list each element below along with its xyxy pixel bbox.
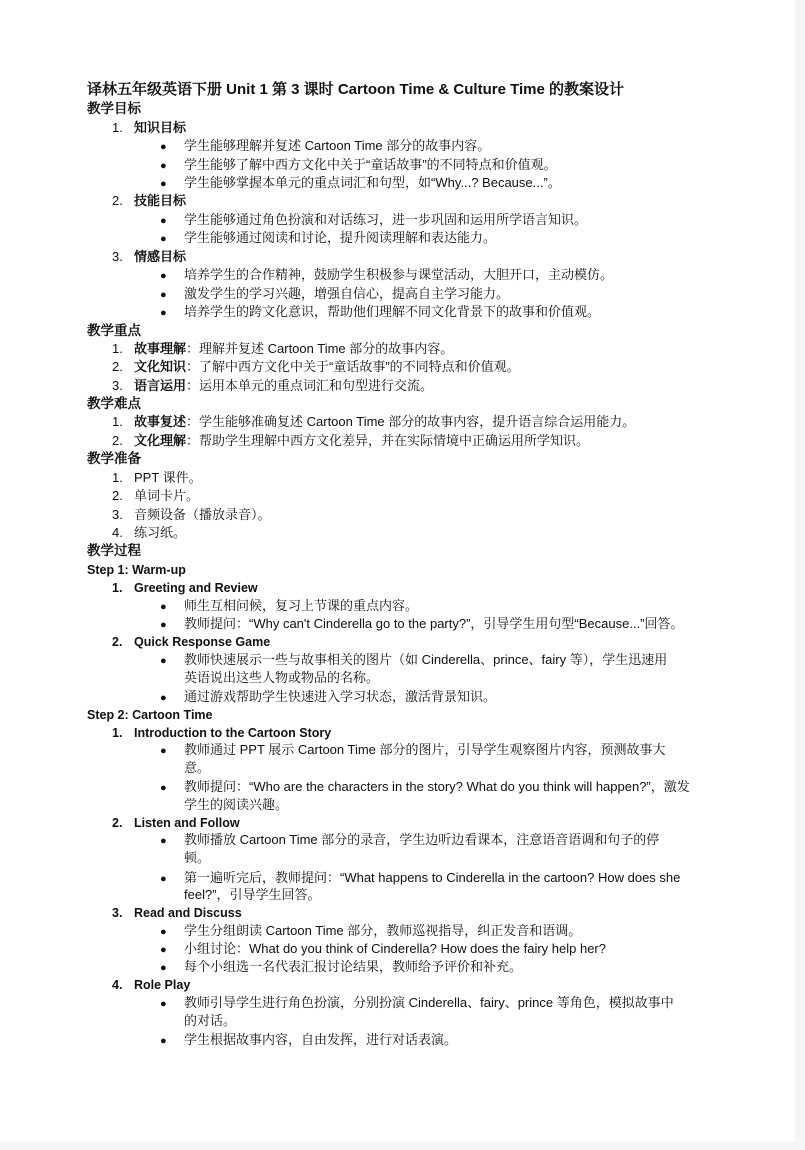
list-item: ● 教师提问：“Who are the characters in the story? What do you think will happen?”，激发	[160, 778, 690, 797]
list-item-continuation: 意。	[184, 760, 211, 775]
list-item: ● 培养学生的跨文化意识，帮助他们理解不同文化背景下的故事和价值观。	[160, 303, 600, 322]
objective-group-emotion: 3. 情感目标	[112, 249, 187, 264]
list-item: ● 小组讨论：What do you think of Cinderella? How does the fairy help her?	[160, 940, 606, 959]
step-2-sub-4: 4. Role Play	[112, 978, 191, 992]
bullet-icon: ●	[160, 1035, 167, 1047]
section-heading-difficulties: 教学难点	[87, 396, 141, 411]
list-item-continuation: 的对话。	[184, 1013, 237, 1028]
bullet-icon: ●	[160, 215, 167, 227]
bullet-icon: ●	[160, 289, 167, 301]
list-item: ● 第一遍听完后，教师提问：“What happens to Cinderella in the cartoon? How does she	[160, 869, 680, 888]
list-item: 2. 单词卡片。	[112, 488, 200, 503]
list-item: ● 学生能够掌握本单元的重点词汇和句型，如“Why...? Because...”。	[160, 174, 561, 193]
list-item-continuation: 英语说出这些人物或物品的名称。	[184, 670, 380, 685]
bullet-icon: ●	[160, 160, 167, 172]
list-item: ● 学生分组朗读 Cartoon Time 部分，教师巡视指导，纠正发音和语调。	[160, 922, 581, 941]
list-item: ● 激发学生的学习兴趣，增强自信心，提高自主学习能力。	[160, 285, 509, 304]
bullet-icon: ●	[160, 307, 167, 319]
bullet-icon: ●	[160, 655, 167, 667]
bullet-icon: ●	[160, 873, 167, 885]
objective-group-skills: 2. 技能目标	[112, 193, 187, 208]
step-1-sub-1: 1. Greeting and Review	[112, 581, 258, 595]
list-item: ● 教师播放 Cartoon Time 部分的录音，学生边听边看课本，注意语音语调和句子的停	[160, 831, 659, 850]
list-item: ● 学生根据故事内容，自由发挥，进行对话表演。	[160, 1031, 457, 1050]
list-item: 1. 故事理解：理解并复述 Cartoon Time 部分的故事内容。	[112, 341, 454, 356]
step-2-sub-2: 2. Listen and Follow	[112, 816, 240, 830]
list-item: 2. 文化知识：了解中西方文化中关于“童话故事”的不同特点和价值观。	[112, 359, 520, 374]
section-heading-key-points: 教学重点	[87, 323, 141, 338]
bullet-icon: ●	[160, 141, 167, 153]
list-item: ● 学生能够通过阅读和讨论，提升阅读理解和表达能力。	[160, 229, 496, 248]
bullet-icon: ●	[160, 835, 167, 847]
list-item: 4. 练习纸。	[112, 525, 187, 540]
step-2-sub-1: 1. Introduction to the Cartoon Story	[112, 726, 332, 740]
bullet-icon: ●	[160, 926, 167, 938]
bullet-icon: ●	[160, 998, 167, 1010]
list-item: ● 学生能够通过角色扮演和对话练习，进一步巩固和运用所学语言知识。	[160, 211, 587, 230]
list-item: ● 教师引导学生进行角色扮演，分别扮演 Cinderella、fairy、prince 等角色，模拟故事中	[160, 994, 674, 1013]
list-item: ● 通过游戏帮助学生快速进入学习状态，激活背景知识。	[160, 688, 496, 707]
list-item-continuation: feel?”，引导学生回答。	[184, 887, 321, 902]
step-2-sub-3: 3. Read and Discuss	[112, 906, 242, 920]
step-1-title: Step 1: Warm-up	[87, 563, 186, 577]
list-item: 3. 语言运用：运用本单元的重点词汇和句型进行交流。	[112, 378, 434, 393]
section-heading-objectives: 教学目标	[87, 101, 141, 116]
bullet-icon: ●	[160, 270, 167, 282]
bullet-icon: ●	[160, 962, 167, 974]
list-item: ● 教师快速展示一些与故事相关的图片（如 Cinderella、prince、fairy 等），学生迅速用	[160, 651, 667, 670]
list-item: ● 每个小组选一名代表汇报讨论结果，教师给予评价和补充。	[160, 958, 522, 977]
list-item: ● 师生互相问候，复习上节课的重点内容。	[160, 597, 418, 616]
step-2-title: Step 2: Cartoon Time	[87, 708, 213, 722]
objective-group-knowledge: 1. 知识目标	[112, 120, 187, 135]
list-item: ● 学生能够理解并复述 Cartoon Time 部分的故事内容。	[160, 137, 490, 156]
bullet-icon: ●	[160, 692, 167, 704]
step-1-sub-2: 2. Quick Response Game	[112, 635, 271, 649]
bullet-icon: ●	[160, 178, 167, 190]
document-title: 译林五年级英语下册 Unit 1 第 3 课时 Cartoon Time & Culture Time 的教案设计	[87, 81, 624, 98]
list-item-continuation: 顿。	[184, 850, 211, 865]
list-item: ● 学生能够了解中西方文化中关于“童话故事”的不同特点和价值观。	[160, 156, 557, 175]
list-item: ● 培养学生的合作精神，鼓励学生积极参与课堂活动，大胆开口，主动模仿。	[160, 266, 613, 285]
section-heading-process: 教学过程	[87, 543, 141, 558]
list-item: ● 教师提问：“Why can't Cinderella go to the party?”，引导学生用句型“Because...”回答。	[160, 615, 684, 634]
bullet-icon: ●	[160, 745, 167, 757]
section-heading-preparation: 教学准备	[87, 451, 141, 466]
list-item: 1. 故事复述：学生能够准确复述 Cartoon Time 部分的故事内容，提升语言综合运用能力。	[112, 414, 636, 429]
bullet-icon: ●	[160, 944, 167, 956]
list-item: 1. PPT 课件。	[112, 470, 202, 485]
bullet-icon: ●	[160, 233, 167, 245]
list-item: 3. 音频设备（播放录音）。	[112, 507, 271, 522]
list-item-continuation: 学生的阅读兴趣。	[184, 797, 289, 812]
list-item: ● 教师通过 PPT 展示 Cartoon Time 部分的图片，引导学生观察图片内容，预测故事大	[160, 741, 666, 760]
bullet-icon: ●	[160, 601, 167, 613]
bullet-icon: ●	[160, 782, 167, 794]
list-item: 2. 文化理解：帮助学生理解中西方文化差异，并在实际情境中正确运用所学知识。	[112, 433, 590, 448]
bullet-icon: ●	[160, 619, 167, 631]
